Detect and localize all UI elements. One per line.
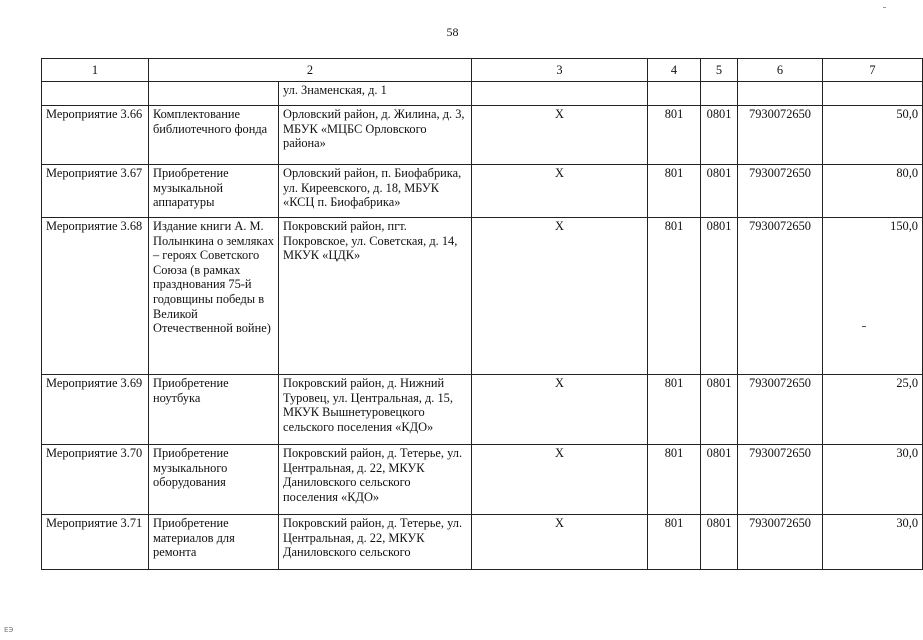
cell-name	[149, 82, 279, 106]
continuation-row	[42, 82, 923, 106]
row-name: Приобретение материалов для ремонта	[149, 515, 279, 570]
row-col4: 801	[648, 375, 701, 445]
row-code: Мероприятие 3.67	[42, 165, 149, 218]
table-row	[42, 106, 923, 165]
cell-empty	[738, 82, 823, 106]
row-address: Орловский район, п. Биофабрика, ул. Киреевского, д. 18, МБУК «КСЦ п. Биофабрика»	[279, 165, 472, 218]
row-col4: 801	[648, 106, 701, 165]
row-col5: 0801	[701, 515, 738, 570]
row-code: Мероприятие 3.71	[42, 515, 149, 570]
table-row	[42, 445, 923, 515]
scan-dot	[883, 7, 886, 8]
row-col3: X	[472, 445, 648, 515]
row-col3: X	[472, 375, 648, 445]
table-row	[42, 515, 923, 570]
row-col7: 80,0	[823, 165, 923, 218]
row-col6: 7930072650	[738, 375, 823, 445]
header-col-2: 2	[149, 59, 472, 82]
header-row	[42, 59, 923, 82]
row-address: Покровский район, д. Нижний Туровец, ул. Центральная, д. 15, МКУК Вышнетуровецкого сельского поселения «КДО»	[279, 375, 472, 445]
page-number: 58	[446, 25, 459, 39]
header-col-1: 1	[42, 59, 149, 82]
row-name: Приобретение ноутбука	[149, 375, 279, 445]
row-col4: 801	[648, 218, 701, 375]
row-col3: X	[472, 515, 648, 570]
table-row	[42, 165, 923, 218]
row-col4: 801	[648, 165, 701, 218]
scan-dash	[862, 326, 866, 327]
header-col-7: 7	[823, 59, 923, 82]
row-name: Издание книги А. М. Полынкина о земляках – героях Советского Союза (в рамках празднования 75-й годовщины победы в Великой Отечественной войне)	[149, 218, 279, 375]
row-col3: X	[472, 165, 648, 218]
budget-table	[41, 58, 923, 570]
row-address: Орловский район, д. Жилина, д. 3, МБУК «МЦБС Орловского района»	[279, 106, 472, 165]
row-col5: 0801	[701, 445, 738, 515]
row-col7: 150,0	[823, 218, 923, 375]
row-col7: 50,0	[823, 106, 923, 165]
row-col7: 30,0	[823, 445, 923, 515]
row-code: Мероприятие 3.68	[42, 218, 149, 375]
cell-code	[42, 82, 149, 106]
row-col6: 7930072650	[738, 515, 823, 570]
continuation-address: ул. Знаменская, д. 1	[283, 83, 387, 97]
row-col6: 7930072650	[738, 165, 823, 218]
row-col5: 0801	[701, 218, 738, 375]
row-name: Комплектование библиотечного фонда	[149, 106, 279, 165]
row-col5: 0801	[701, 375, 738, 445]
table-row	[42, 375, 923, 445]
row-col7: 25,0	[823, 375, 923, 445]
header-col-4: 4	[648, 59, 701, 82]
row-code: Мероприятие 3.66	[42, 106, 149, 165]
cell-empty	[701, 82, 738, 106]
row-col3: X	[472, 218, 648, 375]
header-col-6: 6	[738, 59, 823, 82]
row-name: Приобретение музыкального оборудования	[149, 445, 279, 515]
row-col5: 0801	[701, 165, 738, 218]
cell-empty	[648, 82, 701, 106]
row-col3: X	[472, 106, 648, 165]
header-col-5: 5	[701, 59, 738, 82]
table-row	[42, 218, 923, 375]
row-address: Покровский район, д. Тетерье, ул. Центральная, д. 22, МКУК Даниловского сельского	[279, 515, 472, 570]
header-col-3: 3	[472, 59, 648, 82]
cell-empty	[472, 82, 648, 106]
row-code: Мероприятие 3.70	[42, 445, 149, 515]
row-col4: 801	[648, 515, 701, 570]
row-col7: 30,0	[823, 515, 923, 570]
row-name: Приобретение музыкальной аппаратуры	[149, 165, 279, 218]
row-col6: 7930072650	[738, 445, 823, 515]
row-address: Покровский район, пгт. Покровское, ул. Советская, д. 14, МКУК «ЦДК»	[279, 218, 472, 375]
row-col4: 801	[648, 445, 701, 515]
row-code: Мероприятие 3.69	[42, 375, 149, 445]
row-col6: 7930072650	[738, 218, 823, 375]
row-col5: 0801	[701, 106, 738, 165]
row-address: Покровский район, д. Тетерье, ул. Центральная, д. 22, МКУК Даниловского сельского поселения «КДО»	[279, 445, 472, 515]
cell-address	[279, 82, 472, 106]
row-col6: 7930072650	[738, 106, 823, 165]
scan-mark: ЕЭ	[4, 626, 14, 634]
cell-empty	[823, 82, 923, 106]
